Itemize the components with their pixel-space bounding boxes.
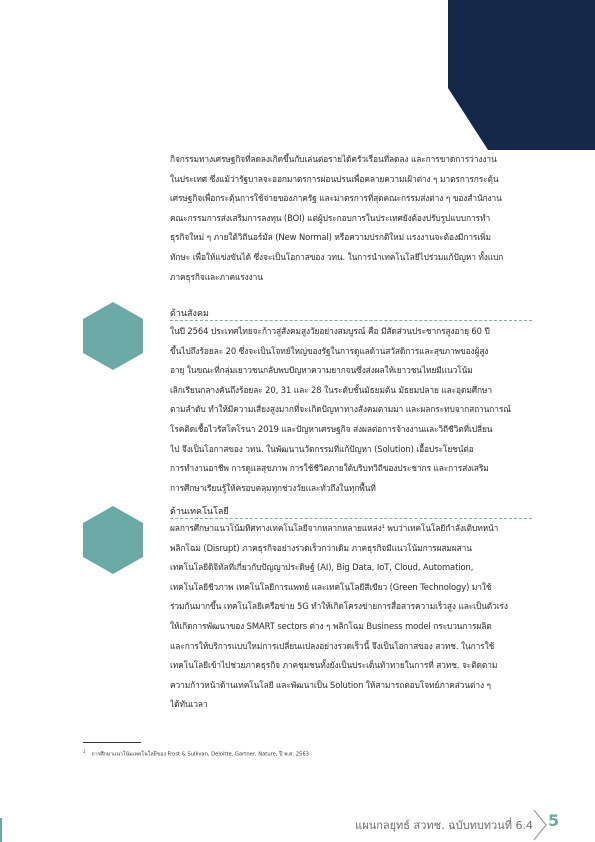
social-line: ไป จึงเป็นโอกาสของ วทน. ในพัฒนานวัตกรรมที่แก้ปัญหา (Solution) เอื้อประโยชน์ต่อ xyxy=(170,443,474,454)
social-line: ขึ้นไปถึงร้อยละ 20 ซึ่งจะเป็นโจทย์ใหญ่ของรัฐในการดูแลด้านสวัสดิการและสุขภาพของผู้สูง xyxy=(170,345,489,356)
left-edge-accent xyxy=(0,818,2,842)
social-line: อายุ ในขณะที่กลุ่มเยาวชนกลับพบปัญหาความยากจนซึ่งส่งผลให้เยาวชนไทยมีแนวโน้ม xyxy=(170,365,473,376)
social-line: ตามลำดับ ทำให้มีความเสี่ยงสูงมากที่จะเกิดปัญหาทางสังคมตามมา และผลกระทบจากสถานการณ์ xyxy=(170,404,511,415)
tech-line: ความก้าวหน้าด้านเทคโนโลยี และพัฒนาเป็น Solution ให้สามารถตอบโจทย์ภาคส่วนต่าง ๆ xyxy=(170,679,491,690)
tech-line: เทคโนโลยีชีวภาพ เทคโนโลยีการแพทย์ และเทคโนโลยีสีเขียว (Green Technology) มาใช้ xyxy=(170,581,492,592)
tech-line: ร่วมกันมากขึ้น เทคโนโลยีเครือข่าย 5G ทำให้เกิดโครงข่ายการสื่อสารความเร็วสูง และเป็นตัวเร่ง xyxy=(170,601,508,612)
intro-line: กิจกรรมทางเศรษฐกิจที่ลดลงเกิดขึ้นกับเล่นต่อรายได้ครัวเรือนที่ลดลง และการขาดการว่างงาน xyxy=(170,154,497,164)
tech-line: พลิกโฉม (Disrupt) ภาคธุรกิจอย่างรวดเร็วกว่าเดิม ภาคธุรกิจมีแนวโน้มการผสมผสาน xyxy=(170,542,472,553)
social-paragraph xyxy=(170,322,532,498)
footer-document-title: แผนกลยุทธ์ สวทช. ฉบับทบทวนที่ 6.4 xyxy=(355,819,533,832)
intro-line: ทักษะ เพื่อให้แข่งขันได้ ซึ่งจะเป็นโอกาสของ วทน. ในการนำเทคโนโลยีไปร่วมแก้ปัญหา ทั้งแบก xyxy=(170,251,504,262)
intro-paragraph xyxy=(170,150,532,287)
social-line: การศึกษาเรียนรู้ให้ครอบคลุมทุกช่วงวัยและทั่วถึงในทุกพื้นที่ xyxy=(170,482,376,493)
footnote-rule xyxy=(83,742,141,743)
tech-line: เทคโนโลยีเข้าไปช่วยภาคธุรกิจ ภาคชุมชนทั้งยังเป็นประเด็นท้าทายในการที่ สวทช. จะติดตาม xyxy=(170,660,498,671)
social-line: การทำงานอาชีพ การดูแลสุขภาพ การใช้ชีวิตภายใต้บริบทวิถีของประชากร และการส่งเสริม xyxy=(170,463,489,474)
intro-line: ภาคธุรกิจและภาคแรงงาน xyxy=(170,271,263,282)
corner-decoration-shape xyxy=(448,0,595,150)
social-hexagon-icon xyxy=(83,302,143,370)
tech-line: ได้ทันเวลา xyxy=(170,699,208,710)
social-line: เลิกเรียนกลางคันถึงร้อยละ 20, 31 และ 28 ในระดับชั้นมัธยมต้น มัธยมปลาย และอุดมศึกษา xyxy=(170,384,492,395)
page-number: 5 xyxy=(548,811,560,830)
footer-divider-slash xyxy=(532,808,548,842)
footnote-mark: 1 xyxy=(83,749,86,754)
tech-hexagon-icon xyxy=(83,506,143,574)
intro-line: คณะกรรมการส่งเสริมการลงทุน (BOI) แต่ผู้ประกอบการในประเทศยังต้องปรับรูปแบบการทำ xyxy=(170,212,491,223)
tech-heading: ด้านเทคโนโลยี xyxy=(170,507,229,517)
footnote-text: การศึกษาแนวโน้มเทคโนโลยีของ Frost & Sullivan, Deloitte, Gartner, Nature, ปี พ.ศ. 2563 xyxy=(91,751,309,758)
social-heading-rule xyxy=(170,320,532,321)
social-line: ในปี 2564 ประเทศไทยจะก้าวสู่สังคมสูงวัยอย่างสมบูรณ์ คือ มีสัดส่วนประชากรสูงอายุ 60 ปี xyxy=(170,326,490,336)
social-heading: ด้านสังคม xyxy=(170,309,209,319)
tech-line: ให้เกิดการพัฒนาของ SMART sectors ต่าง ๆ พลิกโฉม Business model กระบวนการผลิต xyxy=(170,620,492,631)
tech-paragraph xyxy=(170,519,532,715)
tech-line: และการให้บริการแบบใหม่การเปลี่ยนแปลงอย่างรวดเร็วนี้ จึงเป็นโอกาสของ สวทช. ในการใช้ xyxy=(170,640,495,651)
tech-line: ผลการศึกษาแนวโน้มทิศทางเทคโนโลยีจากหลากหลายแหล่ง¹ พบว่าเทคโนโลยีกำลังเติบทหน้า xyxy=(170,523,499,533)
intro-line: เศรษฐกิจเพื่อกระตุ้นการใช้จ่ายของภาครัฐ และมาตรการที่สุดคณะกรรมส่งต่าง ๆ ของสำนักงาน xyxy=(170,193,502,204)
social-line: โรคติดเชื้อไวรัสโคโรนา 2019 และปัญหาเศรษฐกิจ ส่งผลต่อการจ้างงานและวิถีชีวิตที่เปลี่ยน xyxy=(170,423,493,434)
intro-line: ในประเทศ ซึ่งแม้ว่ารัฐบาลจะออกมาตรการผ่อนปรนเพื่อคลายความเฝ้าต่าง ๆ มาตรการกระตุ้น xyxy=(170,173,499,184)
tech-line: เทคโนโลยีดิจิทัลที่เกี่ยวกับปัญญาประดิษฐ์ (AI), Big Data, IoT, Cloud, Automation, xyxy=(170,562,474,573)
footnote xyxy=(83,749,309,759)
intro-line: ธุรกิจใหม่ ๆ ภายใต้วิถีนอร์มัล (New Normal) หรือความปรกติใหม่ แรงงานจะต้องมีการเพิ่ม xyxy=(170,232,491,243)
